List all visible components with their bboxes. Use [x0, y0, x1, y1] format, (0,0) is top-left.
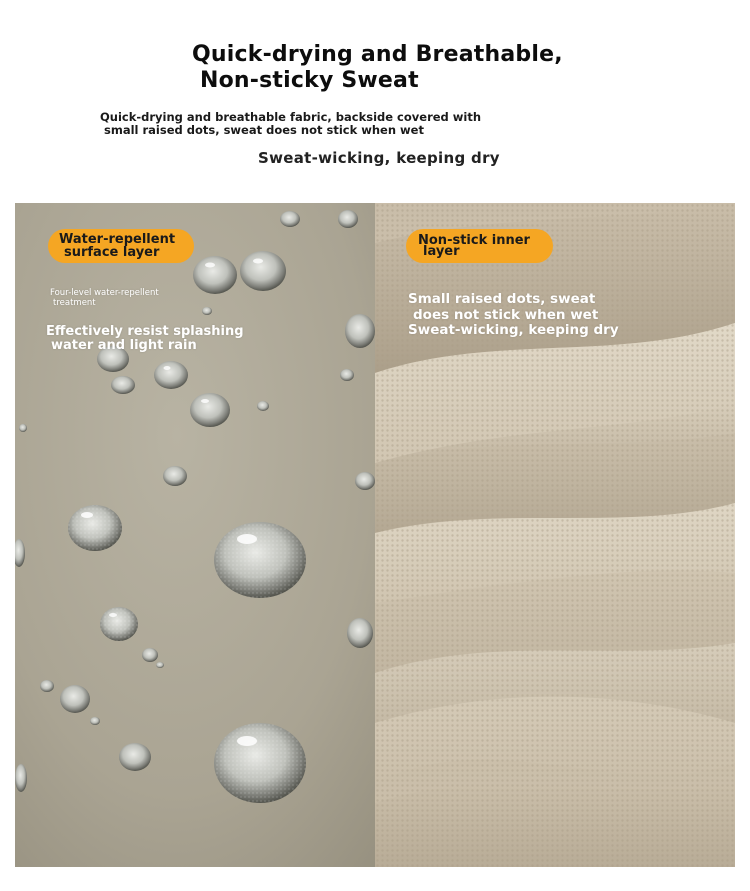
subtitle-line-2: small raised dots, sweat does not stick when wet	[104, 123, 424, 137]
subtitle-line-1: Quick-drying and breathable fabric, backside covered with	[100, 110, 482, 124]
droplet	[340, 369, 354, 381]
droplet	[240, 251, 286, 291]
splash-resistance-description: Effectively resist splashing water and light rain	[46, 324, 244, 353]
droplet	[214, 522, 306, 598]
droplet	[214, 723, 306, 803]
droplet	[119, 743, 151, 771]
treatment-note: Four-level water-repellent treatment	[50, 288, 159, 308]
title-line-2: Non-sticky Sweat	[200, 68, 419, 93]
droplet	[60, 685, 90, 713]
droplet	[15, 764, 27, 792]
title-line-1: Quick-drying and Breathable,	[192, 42, 563, 67]
droplet	[111, 376, 135, 394]
water-repellent-badge-label: Water-repellent surface layer	[59, 232, 176, 260]
droplet	[68, 505, 122, 551]
droplet	[142, 648, 158, 662]
water-repellent-fabric-image	[15, 203, 375, 867]
droplet	[163, 466, 187, 486]
droplet	[338, 210, 358, 228]
droplet	[90, 717, 100, 725]
droplet	[40, 680, 54, 692]
inner-fabric-image	[375, 203, 735, 867]
droplet	[280, 211, 300, 227]
droplet	[154, 361, 188, 389]
droplet	[156, 662, 164, 668]
droplet	[19, 424, 27, 432]
droplet	[193, 256, 237, 294]
droplet	[202, 307, 212, 315]
droplet	[345, 314, 375, 348]
raised-dots-description: Small raised dots, sweat does not stick when wet Sweat-wicking, keeping dry	[408, 291, 619, 338]
droplet	[347, 618, 373, 648]
tagline: Sweat-wicking, keeping dry	[258, 149, 500, 167]
droplet	[355, 472, 375, 490]
droplet	[100, 607, 138, 641]
droplet	[257, 401, 269, 411]
subtitle	[100, 111, 520, 137]
non-stick-badge-label: Non-stick inner layer	[418, 233, 530, 259]
page-title	[192, 42, 612, 94]
droplet	[190, 393, 230, 427]
